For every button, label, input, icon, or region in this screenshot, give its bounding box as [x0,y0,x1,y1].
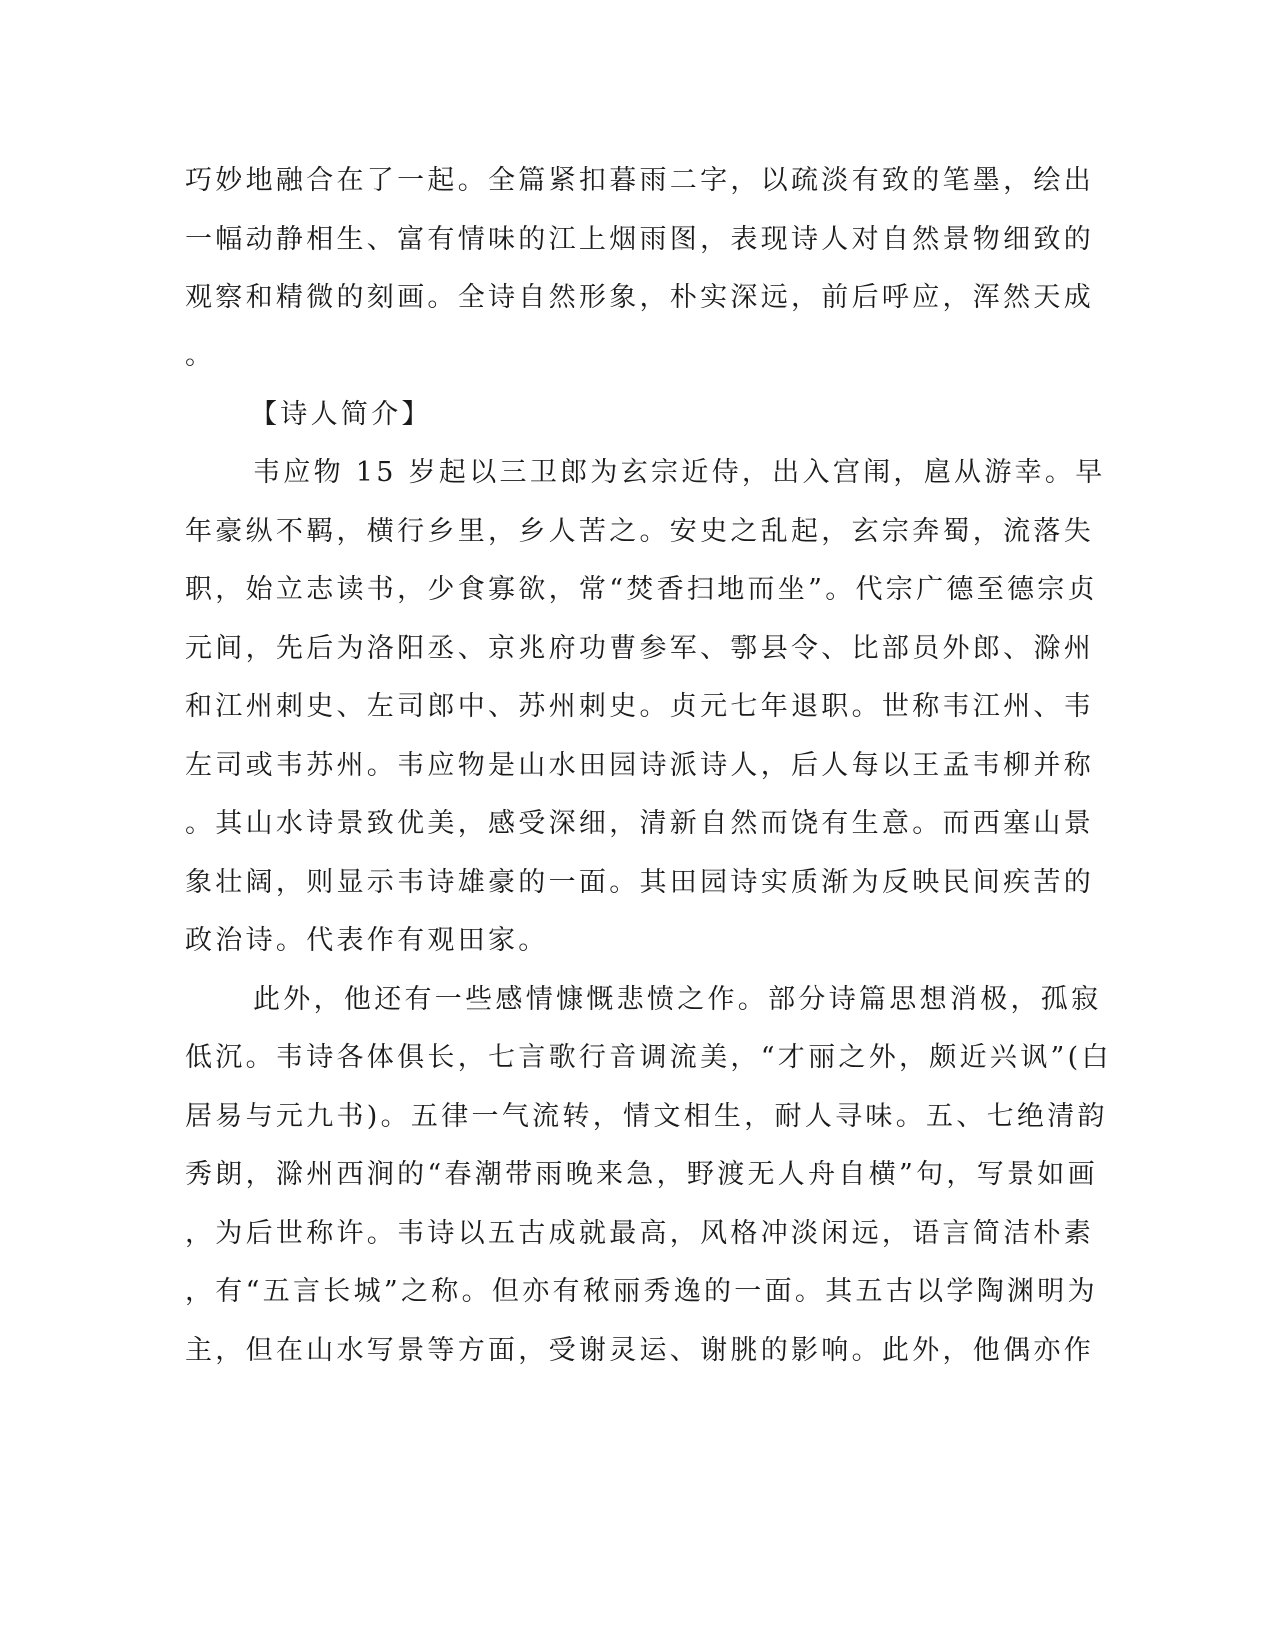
text-line: 秀朗，滁州西涧的“春潮带雨晚来急，野渡无人舟自横”句，写景如画 [185,1159,1098,1190]
text-line: 政治诗。代表作有观田家。 [185,925,549,956]
text-line: ，有“五言长城”之称。但亦有秾丽秀逸的一面。其五古以学陶渊明为 [185,1276,1098,1307]
text-line: 。其山水诗景致优美，感受深细，清新自然而饶有生意。而西塞山景 [185,808,1094,839]
text-line: 韦应物 15 岁起以三卫郎为玄宗近侍，出入宫闱，扈从游幸。早 [253,457,1106,488]
text-line: 低沉。韦诗各体俱长，七言歌行音调流美，“才丽之外，颇近兴讽”(白 [185,1042,1112,1073]
text-line: 一幅动静相生、富有情味的江上烟雨图，表现诗人对自然景物细致的 [185,224,1094,255]
text-line: 。 [185,340,216,371]
text-line: 左司或韦苏州。韦应物是山水田园诗派诗人，后人每以王孟韦柳并称 [185,750,1094,781]
text-line: 职，始立志读书，少食寡欲，常“焚香扫地而坐”。代宗广德至德宗贞 [185,574,1098,605]
text-line: 象壮阔，则显示韦诗雄豪的一面。其田园诗实质渐为反映民间疾苦的 [185,867,1094,898]
text-line: 年豪纵不羁，横行乡里，乡人苦之。安史之乱起，玄宗奔蜀，流落失 [185,516,1094,547]
text-line: 和江州刺史、左司郎中、苏州刺史。贞元七年退职。世称韦江州、韦 [185,691,1094,722]
text-line: 元间，先后为洛阳丞、京兆府功曹参军、鄠县令、比部员外郎、滁州 [185,633,1094,664]
text-line: 此外，他还有一些感情慷慨悲愤之作。部分诗篇思想消极，孤寂 [253,984,1102,1015]
text-line: 居易与元九书)。五律一气流转，情文相生，耐人寻味。五、七绝清韵 [185,1101,1108,1132]
text-line: ，为后世称许。韦诗以五古成就最高，风格冲淡闲远，语言简洁朴素 [185,1218,1094,1249]
text-line: 主，但在山水写景等方面，受谢灵运、谢朓的影响。此外，他偶亦作 [185,1335,1094,1366]
text-line: 巧妙地融合在了一起。全篇紧扣暮雨二字，以疏淡有致的笔墨，绘出 [185,165,1094,196]
text-line: 观察和精微的刻画。全诗自然形象，朴实深远，前后呼应，浑然天成 [185,282,1094,313]
section-heading: 【诗人简介】 [250,399,432,430]
